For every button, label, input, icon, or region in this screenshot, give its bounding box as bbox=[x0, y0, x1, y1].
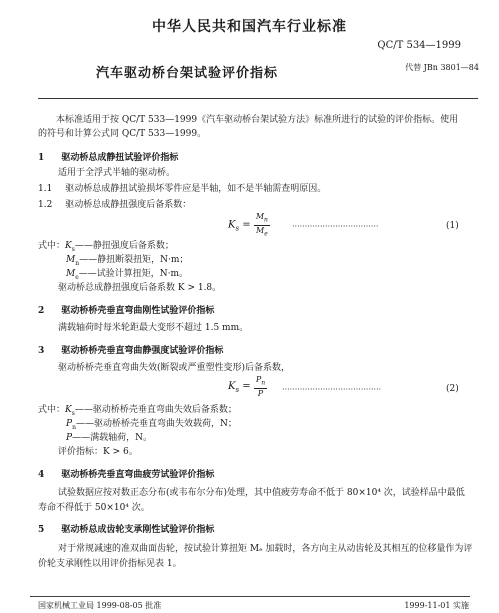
def-2-description: ——静扭断裂扭矩，N·m； bbox=[79, 255, 189, 265]
formula-2-numerator: P bbox=[255, 375, 262, 384]
def-3-description: ——试验计算扭矩，N·m。 bbox=[78, 269, 189, 279]
def-4-description: ——驱动桥桥壳垂直弯曲失效后备系数； bbox=[74, 405, 237, 415]
clause-1-1 bbox=[38, 182, 326, 196]
footer-divider bbox=[30, 596, 470, 597]
section-2-text: 满载轴荷时每米轮距最大变形不超过 1.5 mm。 bbox=[58, 323, 249, 333]
formula-2-equation-number: (2) bbox=[446, 384, 459, 394]
section-3-heading bbox=[38, 343, 223, 356]
section-4-line-1: 试验数据应按对数正态分布(或韦布尔分布)处理，其中值疲劳寿命不低于 80×10⁴ 次，试验样品中最低 bbox=[58, 488, 465, 498]
section-4-title: 驱动桥桥壳垂直弯曲疲劳试验评价指标 bbox=[61, 470, 215, 480]
formula-1-lhs: K bbox=[228, 219, 236, 231]
formula-1-denominator-sub: e bbox=[264, 230, 268, 238]
formula-2-lhs: K bbox=[228, 380, 236, 392]
section-1-title: 驱动桥总成静扭试验评价指标 bbox=[61, 153, 179, 163]
def-1-description: ——静扭强度后备系数； bbox=[74, 241, 174, 251]
section-1-number: 1 bbox=[38, 153, 45, 163]
formula-1-leader-dots: ·································· bbox=[292, 222, 379, 231]
formula-2-leader-dots: ······································· bbox=[282, 385, 382, 394]
clause-1-1-text: 驱动桥总成静扭试验损坏零件应是半轴，如不是半轴需查明原因。 bbox=[65, 184, 327, 194]
section-3-text: 驱动桥桥壳垂直弯曲失效(断裂或严重塑性变形)后备系数， bbox=[58, 363, 291, 373]
section-5-line-1: 对于常规减速的准双曲面齿轮，按试验计算扭矩 Mₑ 加载时，各方向主从动齿轮及其相互的位移量作为评 bbox=[58, 544, 473, 554]
formula-2-fraction bbox=[254, 375, 267, 398]
section-2-number: 2 bbox=[38, 306, 45, 316]
section-4-heading bbox=[38, 467, 214, 480]
standard-number: QC/T 534—1999 bbox=[377, 40, 461, 51]
def-5-description: ——驱动桥桥壳垂直弯曲失效载荷，N； bbox=[75, 419, 237, 429]
formula-2-numerator-sub: n bbox=[261, 379, 266, 387]
def-2-subscript: n bbox=[75, 259, 80, 267]
def-6-description: ——满载轴荷，N。 bbox=[72, 433, 152, 443]
def-4-symbol: K bbox=[65, 405, 72, 415]
section-1-heading bbox=[38, 150, 178, 163]
clause-1-2-number: 1.2 bbox=[38, 200, 53, 210]
def-2-symbol: M bbox=[66, 255, 76, 265]
def-5-symbol: P bbox=[66, 419, 73, 429]
formula-1-numerator-sub: n bbox=[264, 216, 268, 224]
intro-line-1: 本标准适用于按 QC/T 533—1999《汽车驱动桥台架试验方法》标准所进行的试验的评价指标。使用 bbox=[56, 115, 459, 125]
section-4-line-2: 寿命不得低于 50×10⁴ 次。 bbox=[38, 503, 150, 513]
section-3-number: 3 bbox=[38, 346, 45, 356]
section-2-heading bbox=[38, 303, 214, 316]
section-1-where-label: 式中： bbox=[38, 241, 66, 251]
def-4-subscript: s bbox=[71, 409, 75, 417]
formula-2-lhs-sub: s bbox=[235, 385, 240, 394]
def-1-subscript: s bbox=[71, 245, 75, 253]
formula-1-numerator: M bbox=[255, 212, 265, 221]
section-5-heading bbox=[38, 522, 214, 535]
header-divider bbox=[38, 98, 478, 99]
section-1-criterion: 驱动桥总成静扭强度后备系数 K > 1.8。 bbox=[58, 283, 222, 293]
formula-1: $K_s$ = $\frac{M_n}{M_e}$ bbox=[228, 212, 268, 238]
section-3-title: 驱动桥桥壳垂直弯曲静强度试验评价指标 bbox=[61, 346, 224, 356]
section-5-number: 5 bbox=[38, 525, 45, 535]
clause-1-2 bbox=[38, 198, 191, 212]
def-3-subscript: e bbox=[75, 273, 79, 281]
section-3-def-3 bbox=[66, 431, 152, 445]
document-title: 汽车驱动桥台架试验评价指标 bbox=[96, 66, 279, 81]
section-3-criterion: 评价指标：K > 6。 bbox=[58, 447, 138, 457]
section-3-where-label: 式中： bbox=[38, 405, 66, 415]
replaces-note: 代替 JBn 3801—84 bbox=[405, 63, 479, 72]
def-6-symbol: P bbox=[66, 433, 73, 443]
section-1-scope: 适用于全浮式半轴的驱动桥。 bbox=[58, 168, 176, 178]
footer-implemented: 1999-11-01 实施 bbox=[404, 601, 469, 610]
formula-2: $K_s$ = $\frac{P_n}{P}$ bbox=[228, 375, 266, 398]
formula-1-fraction bbox=[254, 212, 270, 238]
section-5-title: 驱动桥总成齿轮支承刚性试验评价指标 bbox=[61, 525, 215, 535]
def-1-symbol: K bbox=[65, 241, 72, 251]
standard-category-title: 中华人民共和国汽车行业标准 bbox=[152, 19, 347, 35]
formula-1-lhs-sub: s bbox=[235, 224, 240, 233]
formula-1-equation-number: (1) bbox=[446, 221, 459, 231]
section-4-number: 4 bbox=[38, 470, 45, 480]
clause-1-1-number: 1.1 bbox=[38, 184, 53, 194]
def-3-symbol: M bbox=[66, 269, 76, 279]
formula-1-denominator: M bbox=[256, 225, 265, 235]
intro-line-2: 的符号和计算公式同 QC/T 533—1999。 bbox=[38, 129, 207, 139]
formula-2-denominator: P bbox=[257, 388, 264, 398]
section-2-title: 驱动桥桥壳垂直弯曲刚性试验评价指标 bbox=[61, 306, 215, 316]
def-5-subscript: n bbox=[72, 423, 76, 431]
clause-1-2-text: 驱动桥总成静扭强度后备系数： bbox=[65, 200, 192, 210]
footer-approved: 国家机械工业局 1999-08-05 批准 bbox=[38, 601, 162, 610]
section-5-line-2: 价轮支承刚性以用评价指标见表 1。 bbox=[38, 559, 182, 569]
